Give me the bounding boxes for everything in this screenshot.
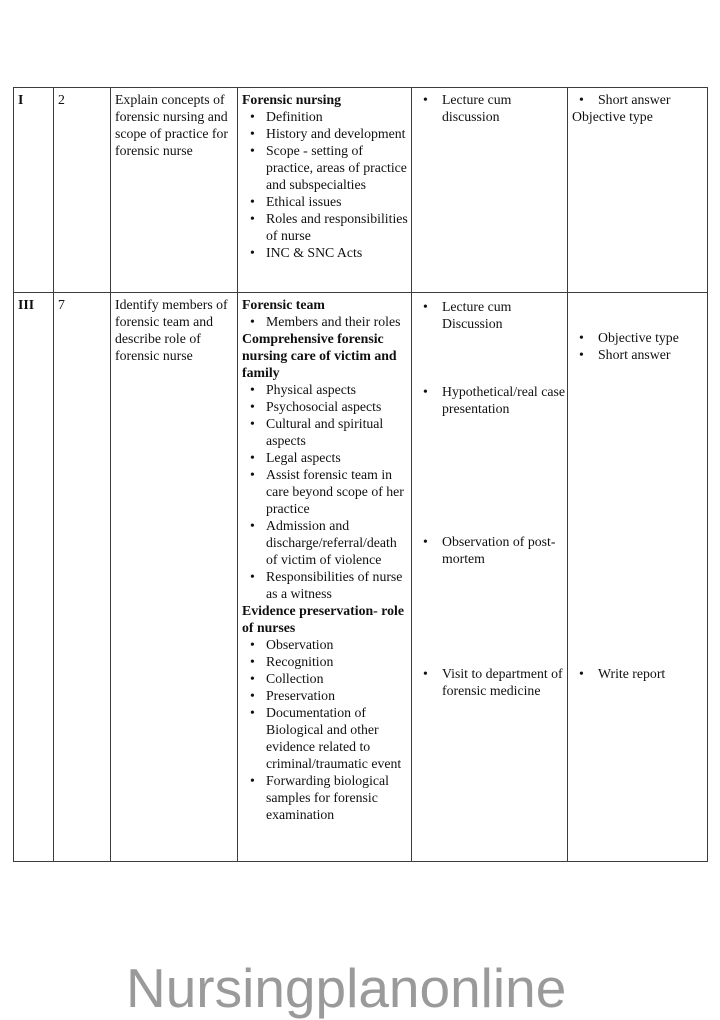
teaching-cell (412, 293, 568, 862)
hours-label: 2 (58, 92, 65, 107)
content-bullet: • Observation (242, 636, 411, 653)
objective-cell (111, 88, 238, 293)
content-bullet: • Physical aspects (242, 381, 411, 398)
teaching-bullet: • Hypothetical/real case presentation (416, 383, 565, 417)
table-row (14, 88, 708, 293)
assessment-line: Objective type (572, 109, 653, 124)
objective-cell (111, 293, 238, 862)
unit-cell (14, 293, 54, 862)
table-row (14, 293, 708, 862)
hours-label: 7 (58, 297, 65, 312)
content-bullet: • Preservation (242, 687, 411, 704)
assessment-bullet: • Write report (572, 665, 705, 682)
content-bullet: • Legal aspects (242, 449, 411, 466)
content-heading: Comprehensive forensic nursing care of victim and family (242, 331, 397, 380)
hours-cell (54, 293, 111, 862)
content-bullet: • Psychosocial aspects (242, 398, 411, 415)
content-bullet: • Collection (242, 670, 411, 687)
unit-cell (14, 88, 54, 293)
content-bullet: • Forwarding biological samples for forensic examination (242, 772, 411, 823)
content-cell (238, 293, 412, 862)
hours-cell (54, 88, 111, 293)
content-bullet: • Admission and discharge/referral/death of victim of violence (242, 517, 411, 568)
unit-label: I (18, 92, 24, 107)
teaching-bullet: • Observation of post-mortem (416, 533, 565, 567)
content-bullet: • Cultural and spiritual aspects (242, 415, 411, 449)
content-bullet: • Documentation of Biological and other evidence related to criminal/traumatic event (242, 704, 411, 772)
content-cell (238, 88, 412, 293)
syllabus-table (13, 87, 708, 862)
content-bullet: • History and development (242, 125, 411, 142)
teaching-bullet: • Lecture cum discussion (416, 91, 567, 125)
assessment-bullet: • Short answer (572, 346, 705, 363)
teaching-bullet: • Visit to department of forensic medicine (416, 665, 565, 699)
content-bullet: • Definition (242, 108, 411, 125)
content-bullet: • Ethical issues (242, 193, 411, 210)
content-bullet: • Responsibilities of nurse as a witness (242, 568, 411, 602)
teaching-bullet: • Lecture cum Discussion (416, 298, 565, 332)
content-heading: Evidence preservation- role of nurses (242, 603, 404, 635)
objective-text: Explain concepts of forensic nursing and scope of practice for forensic nurse (115, 92, 228, 158)
assessment-bullet: • Objective type (572, 329, 705, 346)
unit-label: III (18, 297, 35, 312)
assessment-bullet: • Short answer (572, 91, 707, 108)
content-bullet: • Assist forensic team in care beyond scope of her practice (242, 466, 411, 517)
assessment-cell (568, 293, 708, 862)
assessment-cell (568, 88, 708, 293)
content-bullet: • Roles and responsibilities of nurse (242, 210, 411, 244)
content-bullet: • Recognition (242, 653, 411, 670)
content-heading: Forensic team (242, 297, 325, 312)
content-bullet: • Members and their roles (242, 313, 411, 330)
teaching-cell (412, 88, 568, 293)
watermark-text: Nursingplanonline (126, 957, 567, 1019)
content-bullet: • INC & SNC Acts (242, 244, 411, 261)
content-heading: Forensic nursing (242, 92, 342, 107)
content-bullet: • Scope - setting of practice, areas of practice and subspecialties (242, 142, 411, 193)
objective-text: Identify members of forensic team and describe role of forensic nurse (115, 297, 228, 363)
